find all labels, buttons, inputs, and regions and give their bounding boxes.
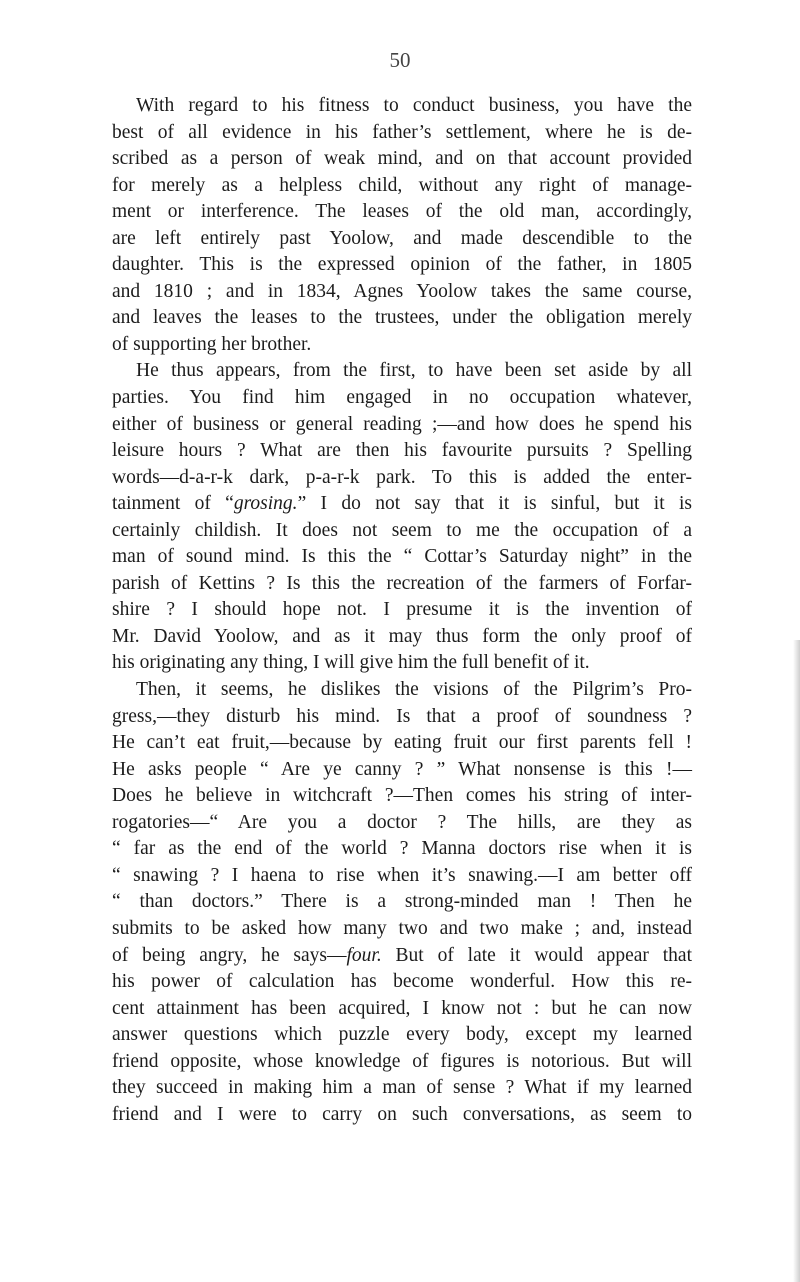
text-line: of supporting her brother. xyxy=(112,333,312,355)
text-line: they succeed in making him a man of sense ? What if my learned xyxy=(112,1077,692,1099)
text-segment: of being angry, he says— xyxy=(112,944,347,966)
text-line: either of business or general reading ;—and how does he spend his xyxy=(112,413,692,435)
text-line: Mr. David Yoolow, and as it may thus form the only proof of xyxy=(112,625,692,647)
text-line: answer questions which puzzle every body, except my learned xyxy=(112,1024,692,1046)
text-segment: tainment of “ xyxy=(112,493,234,515)
text-line: his power of calculation has become wonderful. How this re- xyxy=(112,971,692,993)
text-line: Does he believe in witchcraft ?—Then comes his string of inter- xyxy=(112,785,692,807)
text-line: leisure hours ? What are then his favourite pursuits ? Spelling xyxy=(112,440,692,462)
italic-word: grosing. xyxy=(233,493,298,515)
text-line: ment or interference. The leases of the old man, accordingly, xyxy=(112,201,692,223)
text-line: certainly childish. It does not seem to me the occupation of a xyxy=(112,519,692,541)
text-line: friend opposite, whose knowledge of figures is notorious. But will xyxy=(112,1050,692,1072)
text-line: are left entirely past Yoolow, and made descendible to the xyxy=(112,227,692,249)
text-line: best of all evidence in his father’s settlement, where he is de- xyxy=(112,121,692,143)
text-line xyxy=(112,943,692,970)
text-line: man of sound mind. Is this the “ Cottar’s Saturday night” in the xyxy=(112,546,692,568)
text-line: He can’t eat fruit,—because by eating fruit our first parents fell ! xyxy=(112,732,692,754)
text-line: rogatories—“ Are you a doctor ? The hills, are they as xyxy=(112,811,692,833)
text-line: friend and I were to carry on such conversations, as seem to xyxy=(112,1103,692,1125)
text-line: gress,—they disturb his mind. Is that a proof of soundness ? xyxy=(112,705,692,727)
text-line: words—d-a-r-k dark, p-a-r-k park. To this is added the enter- xyxy=(112,466,692,488)
text-segment: ” I do not say that it is sinful, but it is xyxy=(297,493,692,515)
text-line: “ than doctors.” There is a strong-minded man ! Then he xyxy=(112,891,692,913)
text-line: With regard to his fitness to conduct business, you have the xyxy=(136,95,692,116)
text-line: “ snawing ? I haena to rise when it’s snawing.—I am better off xyxy=(112,864,692,886)
text-line: parties. You find him engaged in no occupation whatever, xyxy=(112,387,692,409)
text-line: and 1810 ; and in 1834, Agnes Yoolow takes the same course, xyxy=(112,280,692,302)
text-line: parish of Kettins ? Is this the recreation of the farmers of Forfar- xyxy=(112,572,692,594)
text-line: Then, it seems, he dislikes the visions of the Pilgrim’s Pro- xyxy=(136,679,692,701)
text-line: and leaves the leases to the trustees, under the obligation merely xyxy=(112,307,692,329)
text-line: for merely as a helpless child, without any right of manage- xyxy=(112,174,692,196)
text-line: his originating any thing, I will give him the full benefit of it. xyxy=(112,652,590,674)
italic-word: four. xyxy=(346,944,382,966)
text-segment: But of late it would appear that xyxy=(381,944,692,966)
text-line: “ far as the end of the world ? Manna doctors rise when it is xyxy=(112,838,692,860)
body-text xyxy=(112,93,692,1128)
page-edge-shadow xyxy=(793,640,800,1282)
text-line: cent attainment has been acquired, I know not : but he can now xyxy=(112,997,692,1019)
text-line: submits to be asked how many two and two make ; and, instead xyxy=(112,917,692,939)
page-number: 50 xyxy=(389,48,411,72)
text-line: He asks people “ Are ye canny ? ” What nonsense is this !— xyxy=(112,758,692,780)
text-line: shire ? I should hope not. I presume it is the invention of xyxy=(112,599,692,621)
text-line: daughter. This is the expressed opinion of the father, in 1805 xyxy=(112,254,692,276)
text-line xyxy=(112,491,692,518)
text-line: He thus appears, from the first, to have been set aside by all xyxy=(136,360,692,382)
text-line: scribed as a person of weak mind, and on that account provided xyxy=(112,148,692,170)
